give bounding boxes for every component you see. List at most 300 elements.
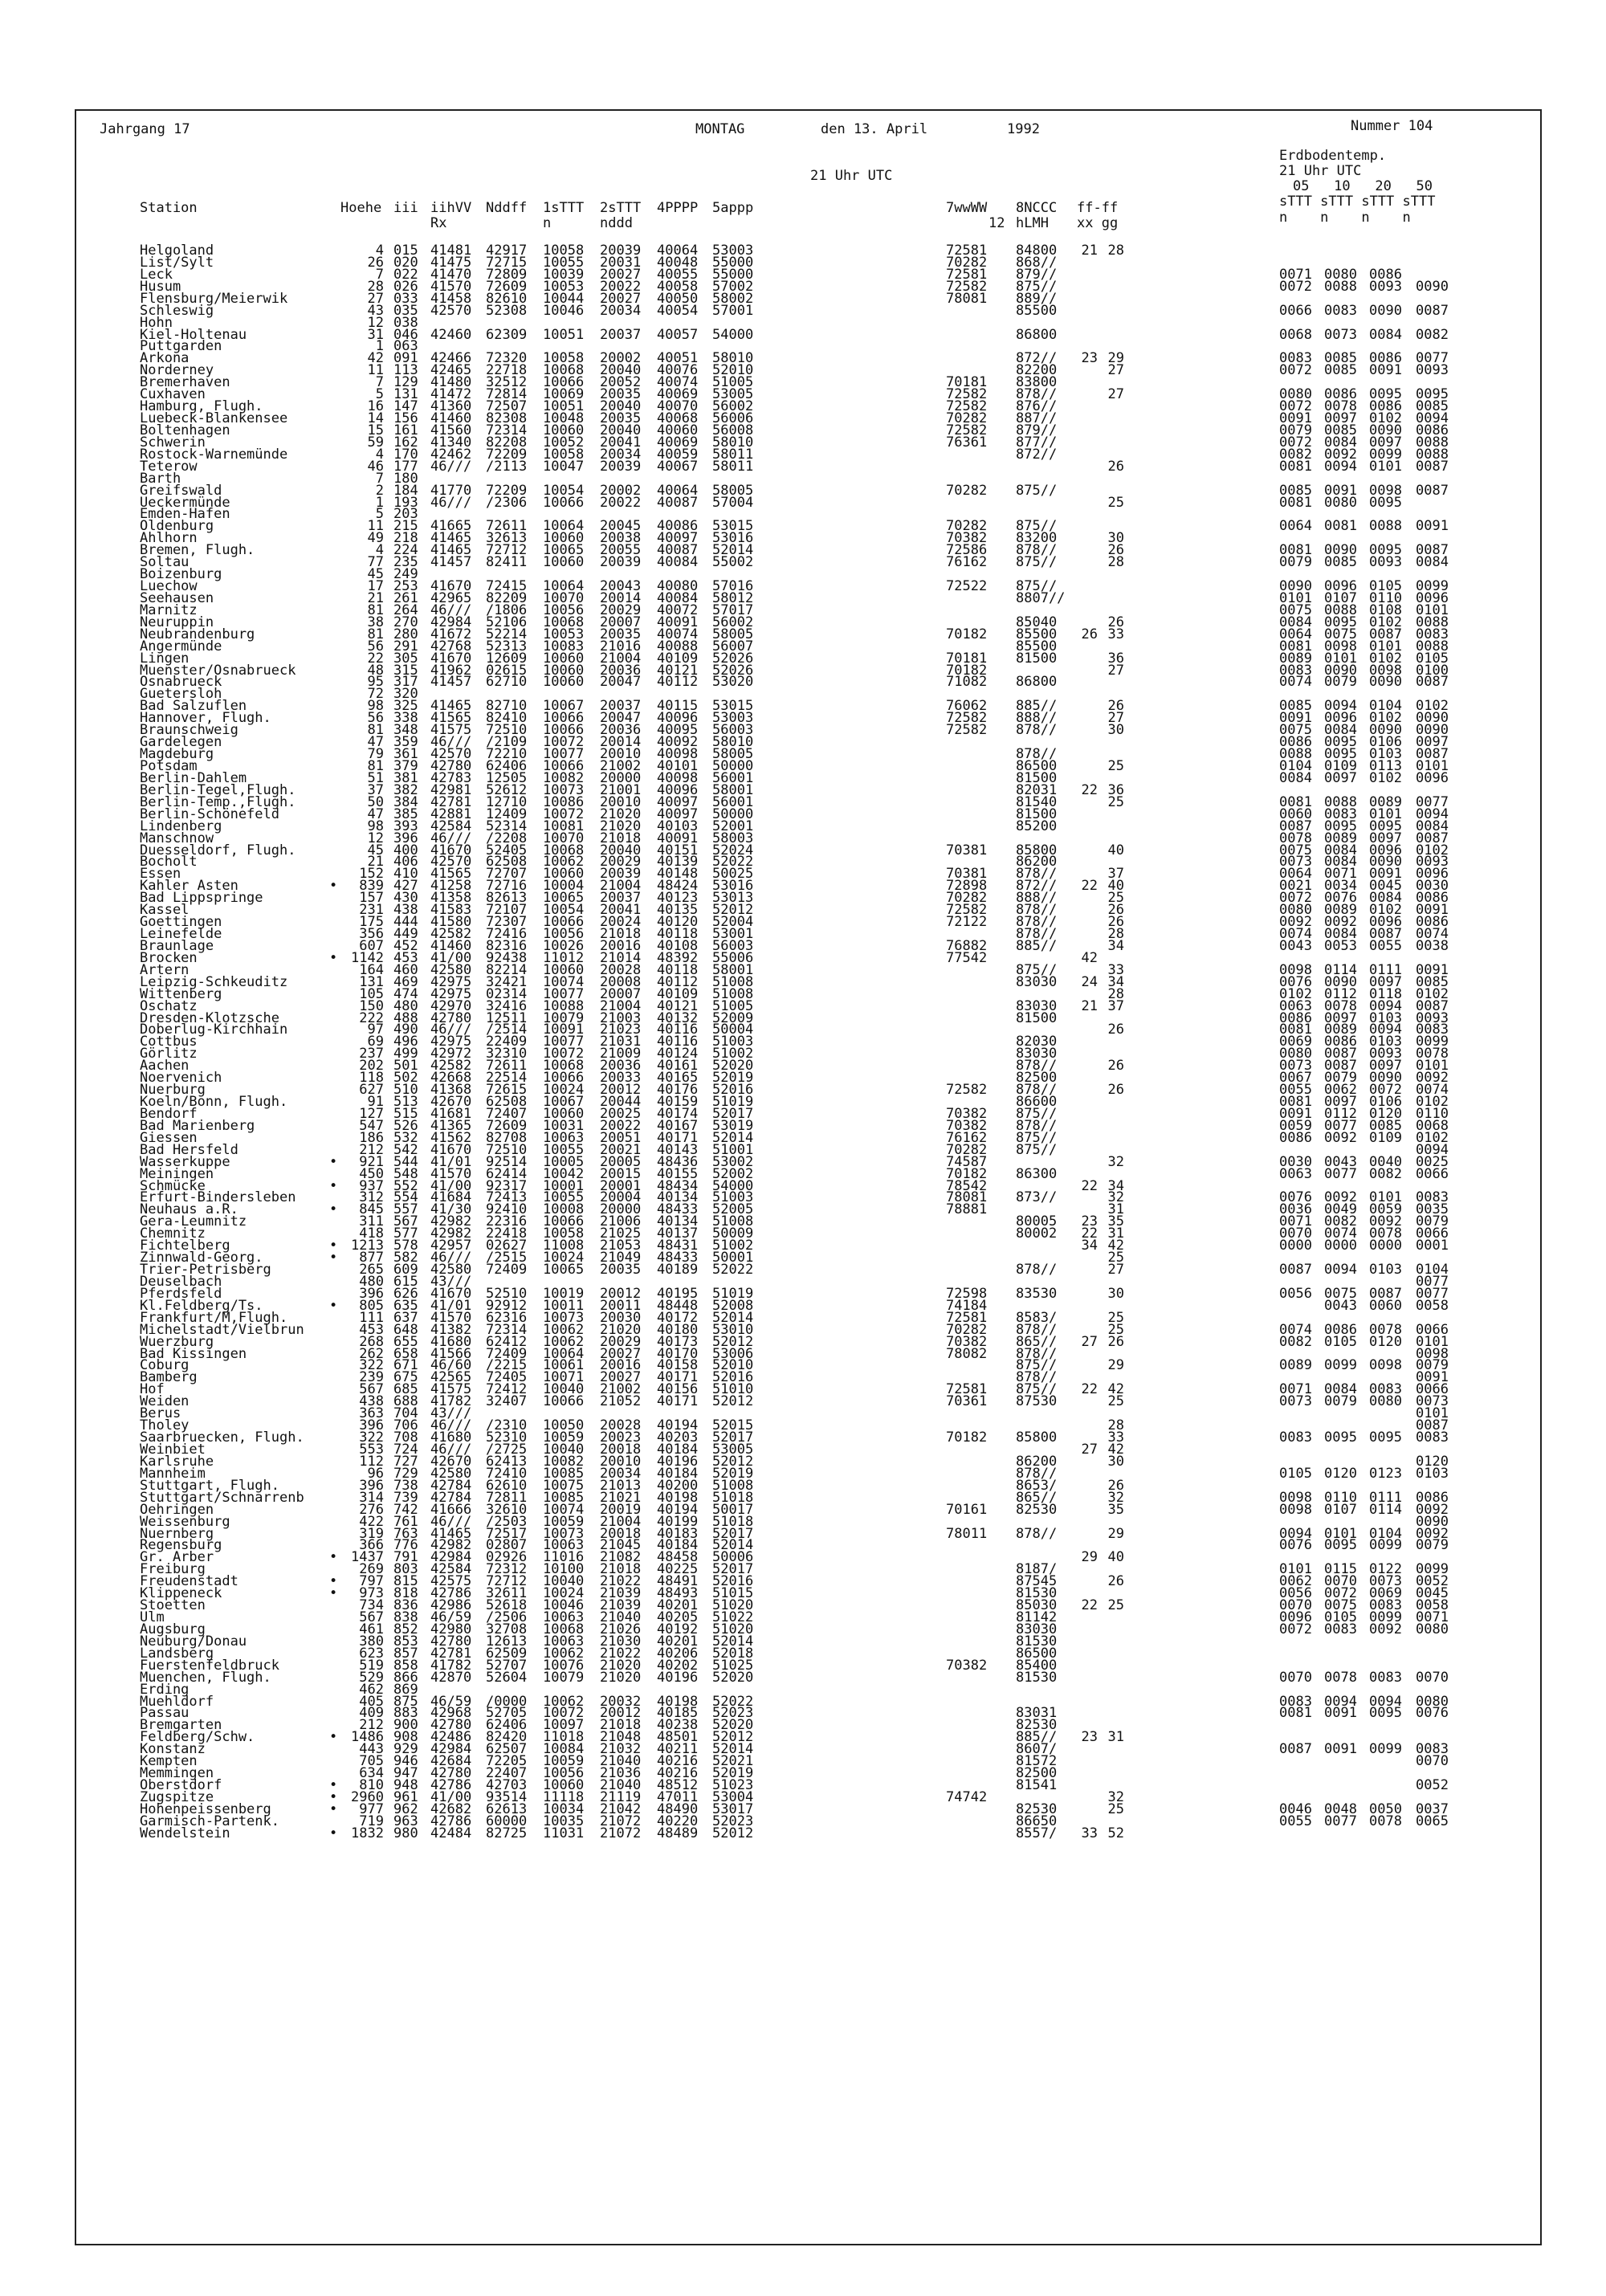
cell-station: Teterow (140, 458, 198, 475)
cell-wwww: 72581 (946, 266, 988, 283)
cell-iihvv: 42982 (430, 1537, 472, 1554)
cell-ff2: 25 (1107, 1393, 1124, 1410)
cell-s1ttt: 10066 (543, 914, 585, 931)
cell-hoehe: 150 (359, 997, 384, 1014)
cell-hoehe: 14 (367, 410, 384, 427)
cell-iii: 791 (393, 1549, 418, 1566)
cell-soil05: 0081 (1279, 1022, 1312, 1038)
cell-hoehe: 322 (359, 1357, 384, 1374)
cell-s2ttt: 20028 (600, 961, 642, 978)
cell-iihvv: 41465 (430, 542, 472, 559)
cell-hoehe: 43 (367, 302, 384, 319)
cell-ff2: 27 (1107, 662, 1124, 679)
cell-nccc: 81572 (1016, 1753, 1058, 1770)
table-row (0, 973, 1606, 990)
cell-iihvv: 42781 (430, 793, 472, 810)
cell-wwww: 70381 (946, 842, 988, 858)
cell-appp: 52012 (712, 1453, 754, 1470)
cell-s1ttt: 10058 (543, 446, 585, 463)
cell-pppp: 40121 (657, 662, 699, 679)
cell-station: Magdeburg (140, 746, 214, 763)
cell-station: Bad Salzuflen (140, 698, 247, 715)
table-row (0, 902, 1606, 919)
cell-soil05: 0080 (1279, 386, 1312, 403)
cell-hoehe: 453 (359, 1321, 384, 1338)
cell-soil50: 0087 (1416, 458, 1449, 475)
cell-soil10: 0095 (1324, 818, 1357, 834)
cell-nccc: 878// (1016, 1058, 1058, 1075)
cell-nccc: 81500 (1016, 805, 1058, 822)
cell-s1ttt: 11118 (543, 1788, 585, 1805)
cell-soil20: 0093 (1369, 554, 1402, 571)
cell-appp: 50025 (712, 866, 754, 883)
cell-s1ttt: 10060 (543, 422, 585, 438)
cell-pppp: 40120 (657, 914, 699, 931)
cell-nddff: 72707 (486, 866, 528, 883)
cell-nccc: 83030 (1016, 973, 1058, 990)
cell-station: Hohenpeissenberg (140, 1801, 271, 1817)
cell-pppp: 48458 (657, 1549, 699, 1566)
cell-nccc: 879// (1016, 266, 1058, 283)
cell-s1ttt: 10058 (543, 243, 585, 259)
cell-hoehe: 231 (359, 902, 384, 919)
col-iii: iii (393, 200, 418, 216)
cell-soil10: 0090 (1324, 542, 1357, 559)
cell-iihvv: 42981 (430, 781, 472, 798)
table-row (0, 1165, 1606, 1182)
cell-hoehe: 319 (359, 1525, 384, 1542)
cell-ff1: 23 (1081, 1213, 1098, 1230)
cell-soil50: 0092 (1416, 1070, 1449, 1087)
cell-appp: 52005 (712, 1201, 754, 1218)
cell-nccc: 875// (1016, 482, 1058, 499)
cell-s2ttt: 21009 (600, 1046, 642, 1062)
cell-station: Landsberg (140, 1645, 214, 1662)
cell-nccc: 878// (1016, 386, 1058, 403)
cell-s1ttt: 10083 (543, 638, 585, 655)
cell-hoehe: 105 (359, 985, 384, 1002)
cell-soil05: 0073 (1279, 1393, 1312, 1410)
cell-soil20: 0101 (1369, 638, 1402, 655)
cell-nddff: 72409 (486, 1262, 528, 1279)
cell-soil10: 0043 (1324, 1297, 1357, 1314)
cell-station: Gr. Arber (140, 1549, 214, 1566)
cell-s2ttt: 20010 (600, 793, 642, 810)
cell-nddff: 92912 (486, 1297, 528, 1314)
cell-station: Konstanz (140, 1741, 206, 1758)
cell-s1ttt: 10024 (543, 1585, 585, 1602)
table-row (0, 1094, 1606, 1111)
cell-iii: 193 (393, 494, 418, 511)
cell-s1ttt: 10040 (543, 1573, 585, 1590)
cell-ff2: 30 (1107, 530, 1124, 547)
cell-pppp: 48424 (657, 878, 699, 895)
table-row (0, 1117, 1606, 1134)
cell-hoehe: 634 (359, 1765, 384, 1782)
table-row (0, 554, 1606, 571)
cell-iihvv: 46/// (430, 602, 472, 618)
cell-soil05: 0072 (1279, 890, 1312, 907)
cell-soil20: 0104 (1369, 1525, 1402, 1542)
cell-appp: 52019 (712, 1070, 754, 1087)
cell-hoehe: 314 (359, 1489, 384, 1506)
cell-iii: 544 (393, 1153, 418, 1170)
cell-wwww: 72581 (946, 1381, 988, 1398)
cell-soil50: 0090 (1416, 1513, 1449, 1530)
cell-iii: 818 (393, 1585, 418, 1602)
cell-iihvv: 42968 (430, 1705, 472, 1722)
cell-iii: 658 (393, 1345, 418, 1362)
cell-iihvv: 42984 (430, 614, 472, 630)
cell-pppp: 40051 (657, 350, 699, 367)
cell-station: Bad Lippspringe (140, 890, 263, 907)
cell-s2ttt: 20043 (600, 578, 642, 595)
cell-nddff: 82208 (486, 434, 528, 451)
cell-iii: 129 (393, 374, 418, 391)
cell-s1ttt: 10082 (543, 769, 585, 786)
cell-s2ttt: 21002 (600, 757, 642, 774)
cell-appp: 56003 (712, 722, 754, 739)
cell-ff2: 26 (1107, 1082, 1124, 1099)
cell-nddff: /2310 (486, 1417, 528, 1434)
cell-nccc: 878// (1016, 1117, 1058, 1134)
cell-station: Hannover, Flugh. (140, 710, 271, 727)
cell-s1ttt: 10059 (543, 1513, 585, 1530)
cell-soil50: 0094 (1416, 805, 1449, 822)
cell-soil10: 0112 (1324, 985, 1357, 1002)
col-8nccc: 8NCCC (1016, 200, 1058, 216)
cell-nddff: 72209 (486, 446, 528, 463)
cell-nddff: 72312 (486, 1561, 528, 1578)
cell-soil10: 0094 (1324, 698, 1357, 715)
cell-s1ttt: 10069 (543, 386, 585, 403)
cell-soil50: 0092 (1416, 1525, 1449, 1542)
cell-s1ttt: 10091 (543, 1022, 585, 1038)
cell-appp: 50000 (712, 757, 754, 774)
cell-iii: 063 (393, 338, 418, 355)
cell-soil50: 0074 (1416, 926, 1449, 942)
cell-s1ttt: 10100 (543, 1561, 585, 1578)
cell-s1ttt: 10060 (543, 866, 585, 883)
cell-s2ttt: 21048 (600, 1729, 642, 1746)
cell-appp: 58005 (712, 746, 754, 763)
cell-nddff: 02615 (486, 662, 528, 679)
volume-label: Jahrgang 17 (100, 121, 190, 137)
cell-hoehe: 1213 (351, 1238, 384, 1254)
cell-s1ttt: 10063 (543, 1633, 585, 1650)
cell-wwww: 72582 (946, 278, 988, 295)
cell-nccc: 878// (1016, 746, 1058, 763)
cell-station: Saarbruecken, Flugh. (140, 1429, 304, 1446)
cell-s1ttt: 10051 (543, 398, 585, 415)
cell-iihvv: 42780 (430, 1765, 472, 1782)
cell-soil10: 0088 (1324, 602, 1357, 618)
cell-station: Cuxhaven (140, 386, 206, 403)
table-row (0, 1273, 1606, 1290)
cell-iii: 963 (393, 1813, 418, 1829)
cell-nddff: 52510 (486, 1285, 528, 1302)
cell-nddff: 72615 (486, 1082, 528, 1099)
cell-station: Hohn (140, 314, 173, 331)
cell-iihvv: 46/// (430, 1250, 472, 1266)
cell-soil05: 0105 (1279, 1465, 1312, 1482)
table-row (0, 818, 1606, 834)
cell-iii: 961 (393, 1788, 418, 1805)
cell-soil20: 0069 (1369, 1585, 1402, 1602)
table-row (0, 1561, 1606, 1578)
cell-soil05: 0067 (1279, 1070, 1312, 1087)
table-row (0, 985, 1606, 1002)
cell-soil05: 0071 (1279, 1213, 1312, 1230)
cell-nccc: 82200 (1016, 362, 1058, 379)
cell-station: Oschatz (140, 997, 198, 1014)
cell-hoehe: 98 (367, 818, 384, 834)
cell-nccc: 86800 (1016, 326, 1058, 343)
cell-station: Lingen (140, 650, 190, 667)
cell-wwww: 72581 (946, 1309, 988, 1326)
cell-pppp: 40194 (657, 1501, 699, 1518)
cell-soil05: 0087 (1279, 1741, 1312, 1758)
cell-ff1: 22 (1081, 781, 1098, 798)
cell-nccc: 878// (1016, 1525, 1058, 1542)
cell-soil10: 0087 (1324, 1046, 1357, 1062)
cell-soil10: 0086 (1324, 1321, 1357, 1338)
cell-s2ttt: 20012 (600, 1082, 642, 1099)
cell-nddff: 82308 (486, 410, 528, 427)
cell-iii: 946 (393, 1753, 418, 1770)
cell-s1ttt: 10064 (543, 578, 585, 595)
cell-appp: 51023 (712, 1777, 754, 1794)
cell-nccc: 885// (1016, 1729, 1058, 1746)
cell-s2ttt: 20010 (600, 1453, 642, 1470)
cell-station: Boizenburg (140, 566, 222, 583)
cell-hoehe: 396 (359, 1285, 384, 1302)
cell-nddff: /2113 (486, 458, 528, 475)
cell-soil10: 0084 (1324, 722, 1357, 739)
cell-soil20: 0099 (1369, 1537, 1402, 1554)
cell-wwww: 72582 (946, 422, 988, 438)
cell-soil10: 0081 (1324, 518, 1357, 535)
table-row (0, 1262, 1606, 1279)
cell-hoehe: 607 (359, 937, 384, 954)
cell-soil50: 0083 (1416, 1189, 1449, 1206)
cell-nccc: 875// (1016, 1141, 1058, 1158)
cell-hoehe: 438 (359, 1393, 384, 1410)
table-row (0, 1765, 1606, 1782)
cell-ff2: 35 (1107, 1501, 1124, 1518)
cell-s1ttt: 10051 (543, 326, 585, 343)
cell-iii: 948 (393, 1777, 418, 1794)
cell-iihvv: 42781 (430, 1645, 472, 1662)
cell-soil05: 0079 (1279, 422, 1312, 438)
cell-s1ttt: 10081 (543, 818, 585, 834)
cell-soil50: 0083 (1416, 1022, 1449, 1038)
cell-s2ttt: 21004 (600, 1513, 642, 1530)
cell-iii: 020 (393, 254, 418, 271)
cell-station: Erfurt-Bindersleben (140, 1189, 296, 1206)
cell-s2ttt: 21018 (600, 1717, 642, 1734)
cell-nccc: 85040 (1016, 614, 1058, 630)
cell-soil50: 0058 (1416, 1597, 1449, 1614)
cell-s2ttt: 21032 (600, 1741, 642, 1758)
cell-s1ttt: 10064 (543, 1345, 585, 1362)
cell-soil50: 0101 (1416, 1333, 1449, 1350)
cell-pppp: 48433 (657, 1201, 699, 1218)
soil-temp-title: Erdbodentemp. (1279, 148, 1387, 164)
cell-appp: 51008 (712, 1477, 754, 1494)
cell-appp: 52012 (712, 1825, 754, 1841)
cell-s1ttt: 10072 (543, 805, 585, 822)
cell-pppp: 40097 (657, 805, 699, 822)
cell-nddff: 12511 (486, 1009, 528, 1026)
cell-soil20: 0084 (1369, 326, 1402, 343)
cell-iii: 264 (393, 602, 418, 618)
cell-soil20: 0086 (1369, 398, 1402, 415)
cell-nccc: 878// (1016, 866, 1058, 883)
cell-pppp: 40067 (657, 458, 699, 475)
cell-soil50: 0083 (1416, 1741, 1449, 1758)
cell-s2ttt: 20036 (600, 662, 642, 679)
cell-soil05: 0070 (1279, 1669, 1312, 1686)
cell-nccc: 8583/ (1016, 1309, 1058, 1326)
cell-hoehe: 363 (359, 1405, 384, 1422)
cell-hoehe: 42 (367, 350, 384, 367)
cell-ff2: 28 (1107, 554, 1124, 571)
cell-soil05: 0085 (1279, 698, 1312, 715)
cell-hoehe: 48 (367, 662, 384, 679)
cell-s2ttt: 21040 (600, 1777, 642, 1794)
cell-nddff: 52314 (486, 818, 528, 834)
cell-soil50: 0101 (1416, 1058, 1449, 1075)
cell-iii: 980 (393, 1825, 418, 1841)
cell-pppp: 40170 (657, 1345, 699, 1362)
cell-hoehe: 56 (367, 638, 384, 655)
cell-station: Frankfurt/M,Flugh. (140, 1309, 288, 1326)
cell-hoehe: 237 (359, 1046, 384, 1062)
cell-wwww: 70182 (946, 1429, 988, 1446)
cell-s2ttt: 20034 (600, 302, 642, 319)
cell-iii: 671 (393, 1357, 418, 1374)
cell-wwww: 70382 (946, 1117, 988, 1134)
cell-pppp: 40115 (657, 698, 699, 715)
cell-hoehe: 239 (359, 1369, 384, 1386)
table-row (0, 506, 1606, 523)
cell-iihvv: 42570 (430, 746, 472, 763)
cell-station: Weissenburg (140, 1513, 230, 1530)
cell-appp: 52019 (712, 1765, 754, 1782)
cell-soil20: 0073 (1369, 1573, 1402, 1590)
cell-appp: 52016 (712, 1082, 754, 1099)
cell-iihvv: 41583 (430, 902, 472, 919)
cell-soil10: 0084 (1324, 1381, 1357, 1398)
cell-station: Artern (140, 961, 190, 978)
cell-hoehe: 4 (375, 542, 384, 559)
cell-hoehe: 450 (359, 1165, 384, 1182)
cell-nccc: 81540 (1016, 793, 1058, 810)
cell-s2ttt: 20040 (600, 422, 642, 438)
cell-hoehe: 877 (359, 1250, 384, 1266)
cell-pppp: 40088 (657, 638, 699, 655)
cell-nccc: 878// (1016, 1465, 1058, 1482)
cell-ff2: 40 (1107, 1549, 1124, 1566)
cell-appp: 58010 (712, 350, 754, 367)
cell-s1ttt: 10048 (543, 410, 585, 427)
cell-s1ttt: 10068 (543, 1058, 585, 1075)
cell-soil10: 0074 (1324, 1225, 1357, 1242)
cell-nccc: 8187/ (1016, 1561, 1058, 1578)
cell-s2ttt: 20000 (600, 769, 642, 786)
cell-mountain-marker: • (329, 878, 338, 895)
cell-nddff: 72415 (486, 578, 528, 595)
cell-soil05: 0075 (1279, 842, 1312, 858)
cell-pppp: 40087 (657, 494, 699, 511)
cell-soil10: 0109 (1324, 757, 1357, 774)
cell-ff2: 25 (1107, 793, 1124, 810)
cell-nccc: 887// (1016, 410, 1058, 427)
cell-station: Michelstadt/Vielbrun (140, 1321, 304, 1338)
cell-wwww: 70381 (946, 866, 988, 883)
table-row (0, 1357, 1606, 1374)
cell-s2ttt: 20039 (600, 243, 642, 259)
cell-station: Neubrandenburg (140, 626, 255, 642)
cell-hoehe: 81 (367, 626, 384, 642)
cell-nddff: 93514 (486, 1788, 528, 1805)
table-row (0, 1489, 1606, 1506)
cell-s1ttt: 10019 (543, 1285, 585, 1302)
cell-pppp: 40116 (657, 1022, 699, 1038)
cell-appp: 58002 (712, 290, 754, 307)
cell-pppp: 40211 (657, 1741, 699, 1758)
cell-iihvv: 42682 (430, 1801, 472, 1817)
cell-iihvv: 42783 (430, 769, 472, 786)
cell-iii: 499 (393, 1046, 418, 1062)
cell-soil20: 0085 (1369, 1117, 1402, 1134)
cell-iihvv: 41/00 (430, 1788, 472, 1805)
cell-nddff: 02807 (486, 1537, 528, 1554)
cell-soil20: 0090 (1369, 302, 1402, 319)
cell-soil50: 0038 (1416, 937, 1449, 954)
cell-station: Noervenich (140, 1070, 222, 1087)
cell-ff2: 37 (1107, 997, 1124, 1014)
cell-station: Wasserkuppe (140, 1153, 230, 1170)
cell-s2ttt: 20022 (600, 278, 642, 295)
cell-appp: 52022 (712, 1693, 754, 1710)
cell-soil10: 0101 (1324, 650, 1357, 667)
cell-pppp: 40143 (657, 1141, 699, 1158)
cell-nddff: 72507 (486, 398, 528, 415)
cell-s1ttt: 10074 (543, 973, 585, 990)
cell-appp: 53016 (712, 530, 754, 547)
cell-wwww: 72898 (946, 878, 988, 895)
table-row (0, 1743, 1606, 1756)
cell-hoehe: 111 (359, 1309, 384, 1326)
cell-appp: 51008 (712, 973, 754, 990)
cell-nddff: 52705 (486, 1705, 528, 1722)
cell-soil05: 0059 (1279, 1117, 1312, 1134)
cell-iii: 406 (393, 854, 418, 871)
cell-hoehe: 69 (367, 1034, 384, 1050)
cell-soil20: 0111 (1369, 961, 1402, 978)
cell-soil50: 0096 (1416, 866, 1449, 883)
cell-station: Braunlage (140, 937, 214, 954)
cell-iihvv: 42881 (430, 805, 472, 822)
cell-station: Muenchen, Flugh. (140, 1669, 271, 1686)
cell-soil50: 0076 (1416, 1705, 1449, 1722)
cell-nddff: 32407 (486, 1393, 528, 1410)
cell-station: Kempten (140, 1753, 198, 1770)
cell-nccc: 86300 (1016, 1165, 1058, 1182)
cell-soil05: 0081 (1279, 542, 1312, 559)
